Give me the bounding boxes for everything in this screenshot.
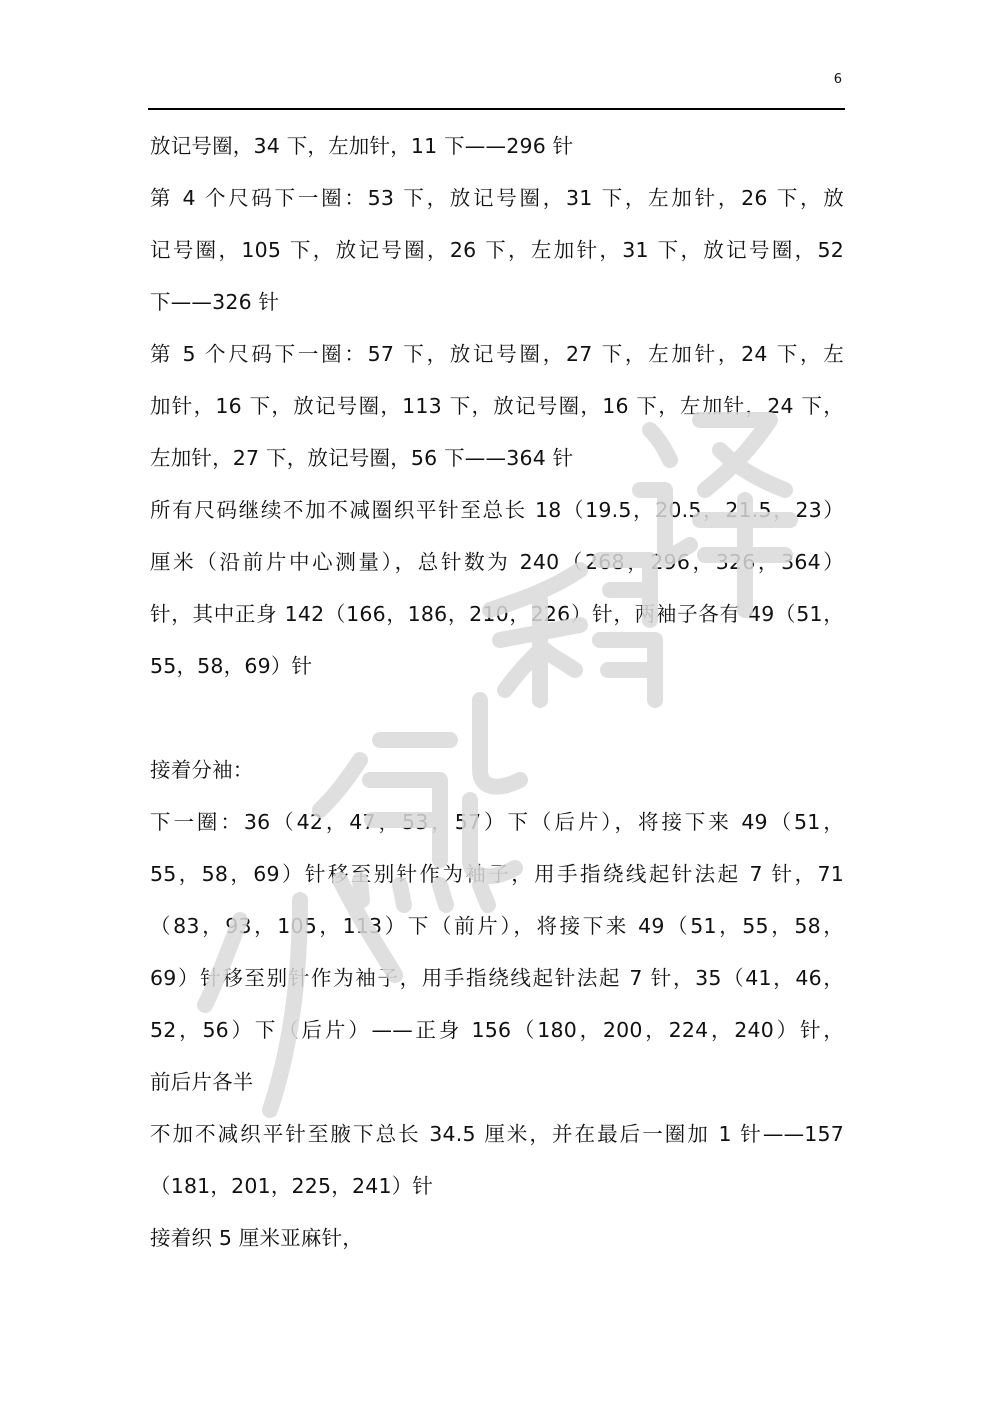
text-line: 前后片各半 [150,1070,254,1094]
page-number: 6 [833,72,842,87]
paragraph-gap [150,692,844,744]
text-line: 第 4 个尺码下一圈：53 下，放记号圈，31 下，左加针，26 下，放 [150,186,844,210]
text-line: 针，其中正身 142（166，186，210，226）针，两袖子各有 49（51， [150,602,844,626]
text-line: 55，58，69）针移至别针作为袖子，用手指绕线起针法起 7 针，71 [150,862,844,886]
text-line: 所有尺码继续不加不减圈织平针至总长 18（19.5，20.5，21.5，23） [150,498,844,522]
text-line: 记号圈，105 下，放记号圈，26 下，左加针，31 下，放记号圈，52 [150,238,844,262]
text-line: 接着织 5 厘米亚麻针， [150,1226,363,1250]
text-line: 加针，16 下，放记号圈，113 下，放记号圈，16 下，左加针，24 下， [150,394,844,418]
text-line: 不加不减织平针至腋下总长 34.5 厘米，并在最后一圈加 1 针——157 [150,1122,844,1146]
text-line: 52，56）下（后片）——正身 156（180，200，224，240）针， [150,1018,844,1042]
text-line: 厘米（沿前片中心测量），总针数为 240（268，296，326，364） [150,550,844,574]
text-line: （83，93，105，113）下（前片），将接下来 49（51，55，58， [150,914,844,938]
text-line: 下——326 针 [150,290,280,314]
text-line: 放记号圈，34 下，左加针，11 下——296 针 [150,134,574,158]
text-line: 下一圈：36（42，47，53，57）下（后片），将接下来 49（51， [150,810,844,834]
header-rule [148,108,845,110]
text-line: （181，201，225，241）针 [150,1174,434,1198]
text-line: 第 5 个尺码下一圈：57 下，放记号圈，27 下，左加针，24 下，左 [150,342,844,366]
document-body [150,120,844,1264]
text-line: 左加针，27 下，放记号圈，56 下——364 针 [150,446,574,470]
section-heading: 接着分袖： [150,758,254,782]
text-line: 69）针移至别针作为袖子，用手指绕线起针法起 7 针，35（41，46， [150,966,844,990]
text-line: 55，58，69）针 [150,654,313,678]
